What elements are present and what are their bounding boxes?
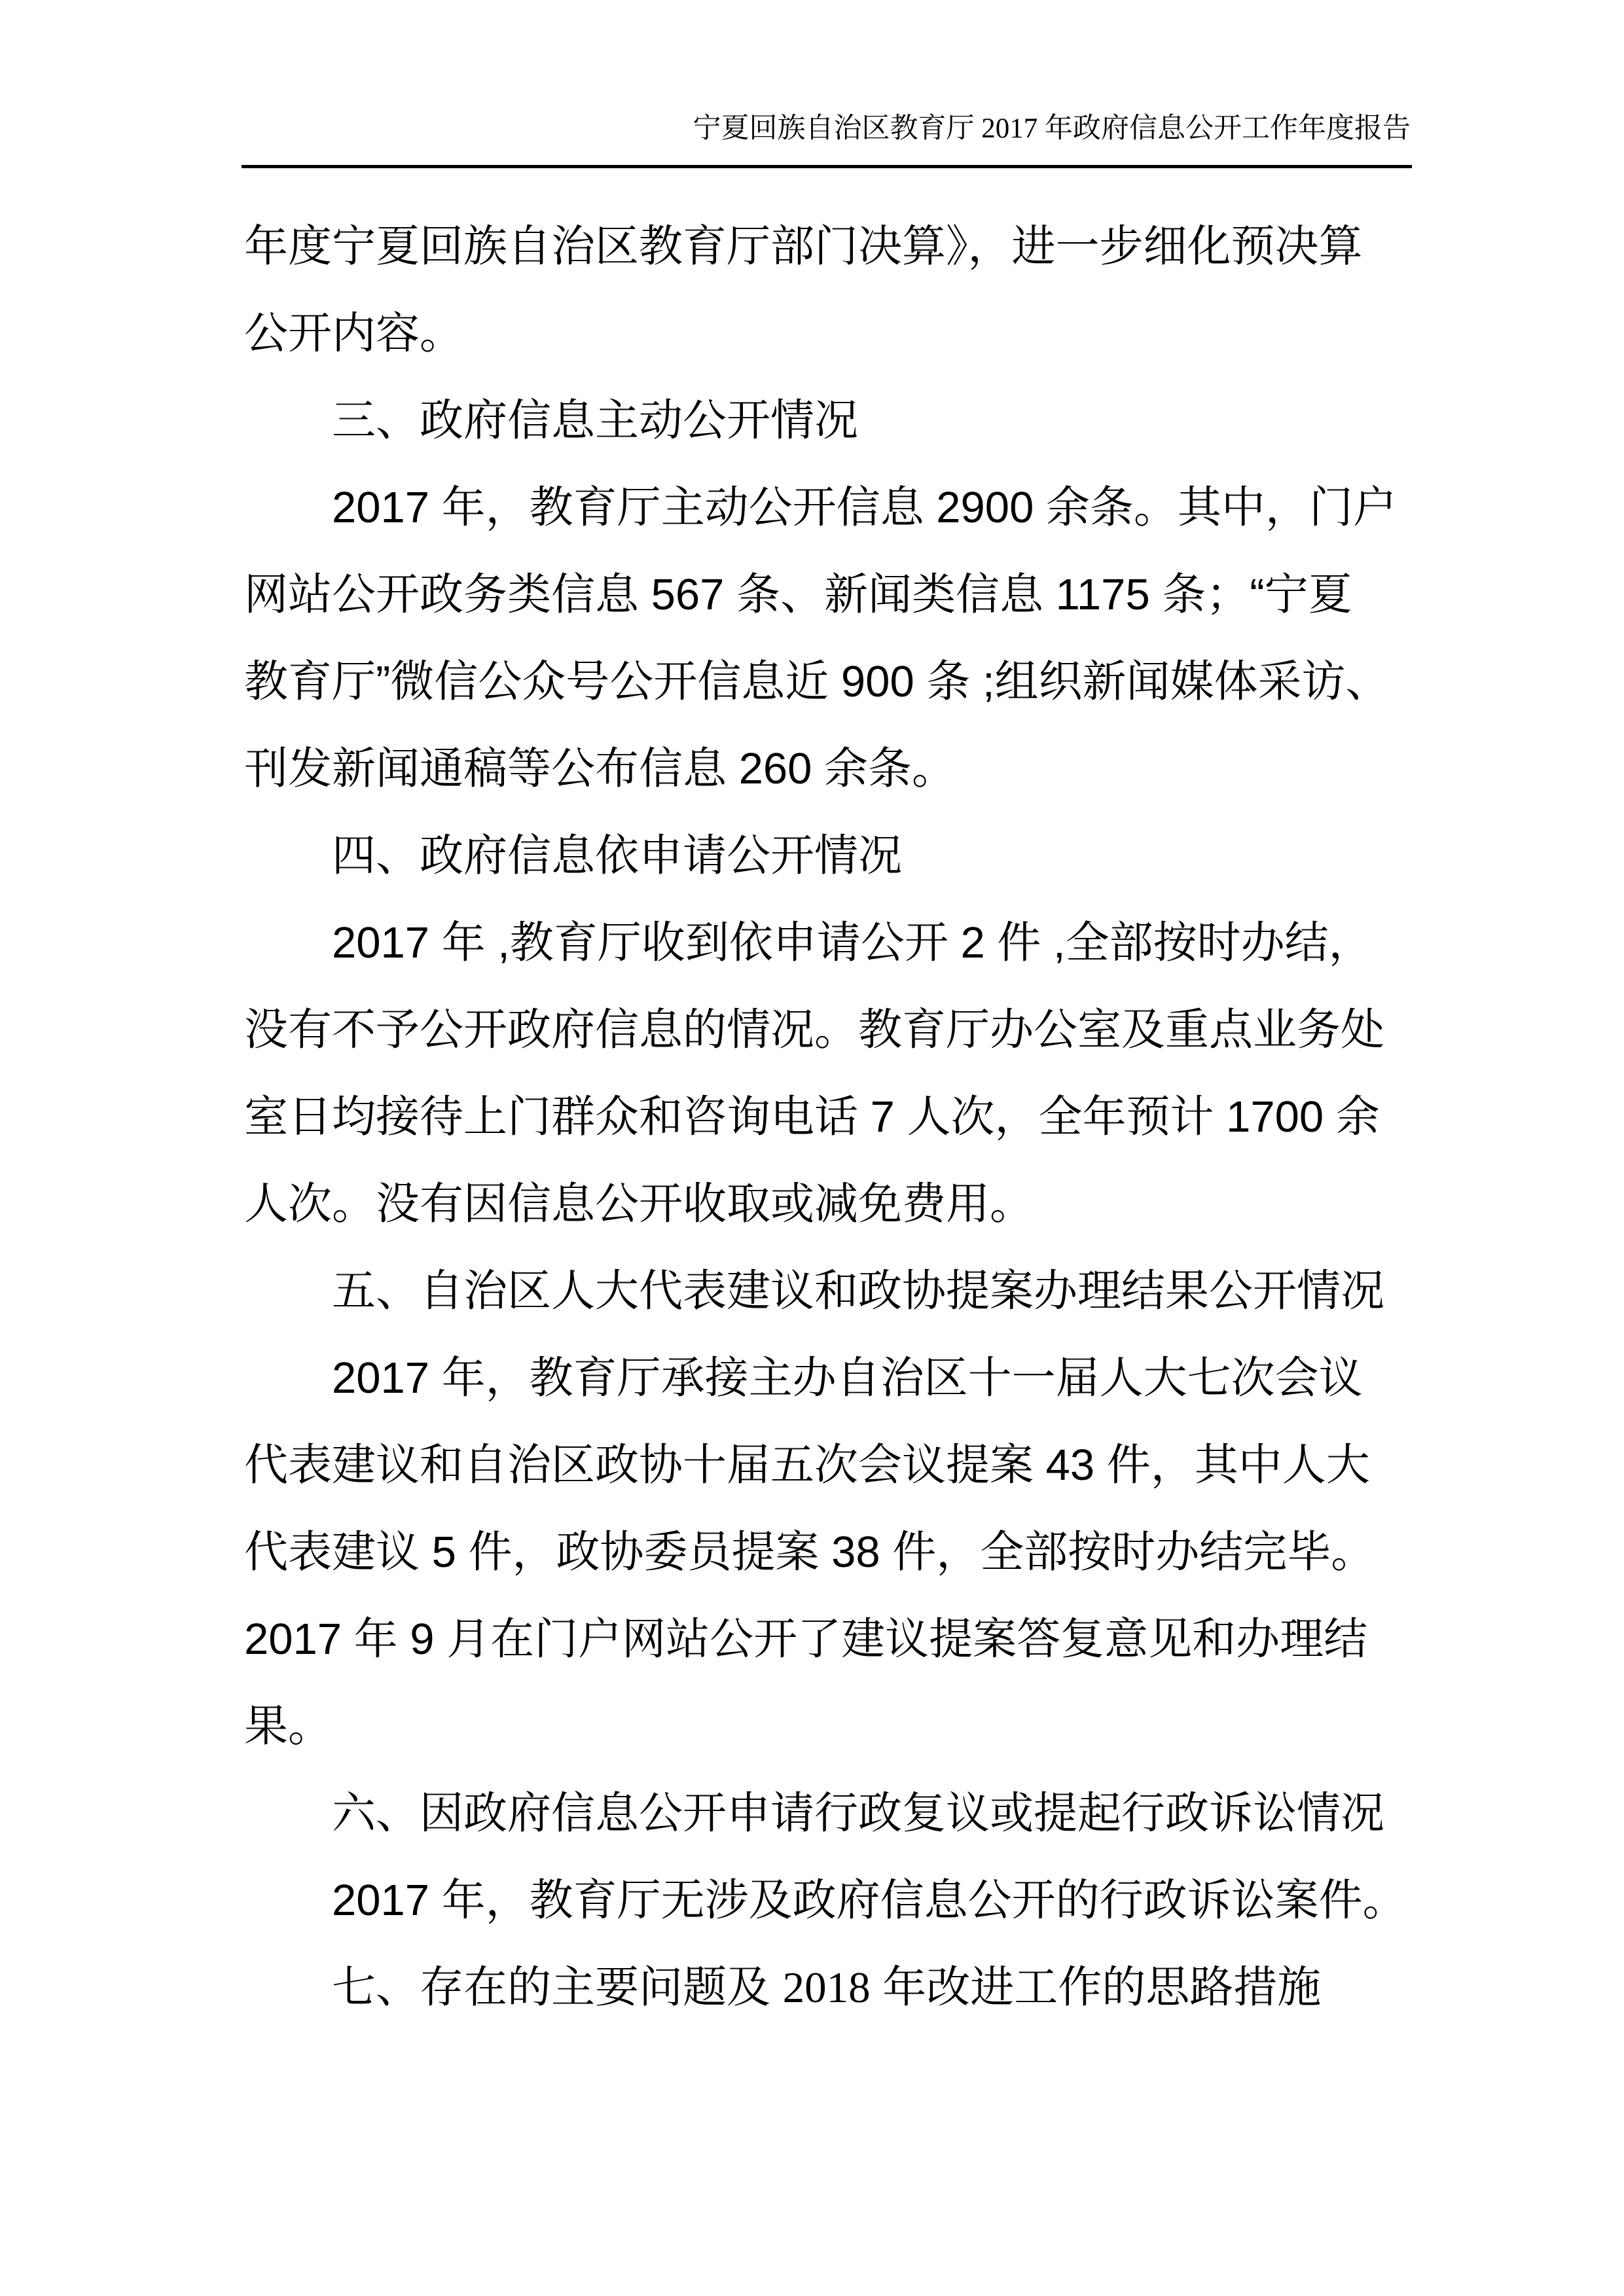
body-line: 公开内容。 (244, 309, 463, 358)
body-line: 网站公开政务类信息 567 条、新闻类信息 1175 条；“宁夏 (244, 570, 1352, 619)
heading-seven-year: 2018 (782, 1964, 871, 2012)
body-line: 刊发新闻通稿等公布信息 260 余条。 (244, 744, 956, 793)
header-title-prefix: 宁夏回族自治区教育厅 (693, 113, 982, 144)
section-heading-four: 四、政府信息依申请公开情况 (332, 831, 902, 880)
body-line: 代表建议和自治区政协十届五次会议提案 43 件，其中人大 (244, 1441, 1370, 1490)
section-heading-five: 五、自治区人大代表建议和政协提案办理结果公开情况 (332, 1266, 1384, 1316)
body-line: 代表建议 5 件，政协委员提案 38 件，全部按时办结完毕。 (244, 1528, 1375, 1577)
body-line: 人次。没有因信息公开收取或减免费用。 (244, 1179, 1034, 1229)
body-line: 2017 年 ,教育厅收到依申请公开 2 件 ,全部按时办结， (332, 918, 1373, 967)
section-heading-six: 六、因政府信息公开申请行政复议或提起行政诉讼情况 (332, 1789, 1384, 1838)
heading-seven-suffix: 年改进工作的思路措施 (870, 1963, 1322, 2012)
body-line: 2017 年，教育厅承接主办自治区十一届人大七次会议 (332, 1354, 1363, 1403)
section-heading-three: 三、政府信息主动公开情况 (332, 396, 858, 445)
body-line: 没有不予公开政府信息的情况。教育厅办公室及重点业务处 (244, 1005, 1384, 1054)
body-line: 2017 年，教育厅主动公开信息 2900 余条。其中，门户 (332, 483, 1397, 532)
header-title-suffix: 年政府信息公开工作年度报告 (1038, 113, 1411, 144)
body-line: 2017 年 9 月在门户网站公开了建议提案答复意见和办理结 (244, 1615, 1368, 1664)
body-line: 2017 年，教育厅无涉及政府信息公开的行政诉讼案件。 (332, 1876, 1407, 1925)
body-line: 教育厅”微信公众号公开信息近 900 条 ;组织新闻媒体采访、 (244, 657, 1390, 706)
heading-seven-prefix: 七、存在的主要问题及 (332, 1963, 783, 2012)
header-title-year: 2017 (981, 113, 1038, 144)
body-line: 年度宁夏回族自治区教育厅部门决算》，进一步细化预决算 (244, 222, 1363, 271)
body-line: 室日均接待上门群众和咨询电话 7 人次，全年预计 1700 余 (244, 1092, 1380, 1141)
header-rule (242, 165, 1412, 168)
page-header-title (244, 111, 1411, 147)
document-body (244, 203, 1422, 2031)
body-line: 果。 (244, 1702, 332, 1751)
section-heading-seven (244, 1944, 1422, 2031)
